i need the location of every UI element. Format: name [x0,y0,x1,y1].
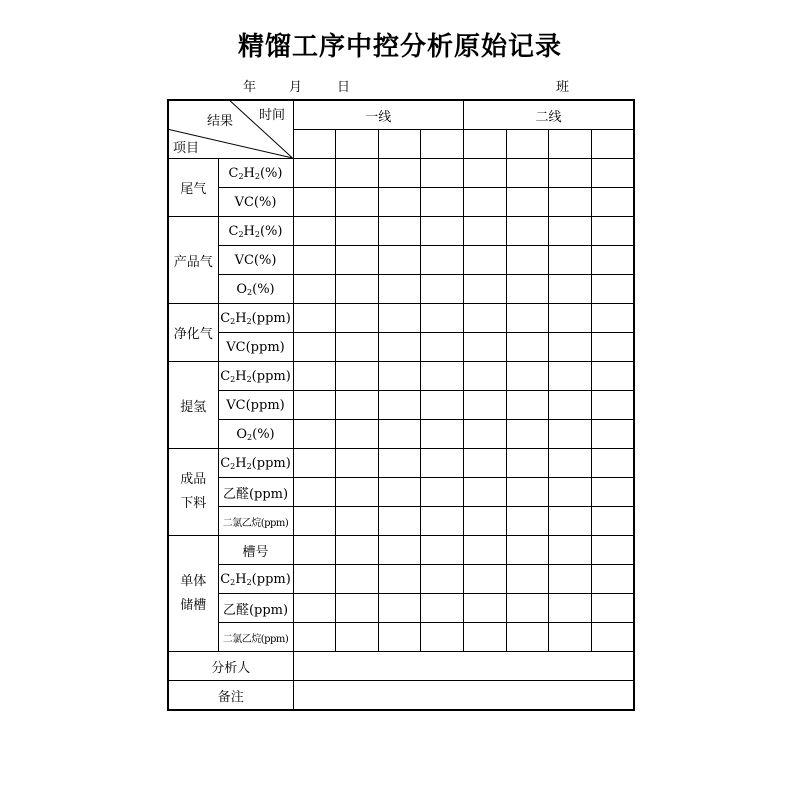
data-cell[interactable] [421,449,464,478]
item-oxygen-pct: $O_2(\%)$ [218,420,293,449]
data-cell[interactable] [464,159,507,188]
data-cell[interactable] [506,188,549,217]
time-slot-cell[interactable] [591,130,634,159]
data-cell[interactable] [336,304,379,333]
data-cell[interactable] [464,449,507,478]
data-cell[interactable] [591,449,634,478]
page-title: 精馏工序中控分析原始记录 [237,32,562,62]
data-cell[interactable] [421,362,464,391]
data-cell[interactable] [591,362,634,391]
data-cell[interactable] [378,159,421,188]
data-cell[interactable] [549,565,592,594]
data-cell[interactable] [336,159,379,188]
item-acetylene-pct: $C_2H_2(\%)$ [218,217,293,246]
data-cell[interactable] [549,217,592,246]
data-cell[interactable] [549,449,592,478]
table-row [168,449,634,478]
data-cell[interactable] [378,594,421,623]
data-cell[interactable] [549,623,592,652]
data-cell[interactable] [293,246,336,275]
diagonal-header-cell [168,100,293,159]
data-cell[interactable] [591,159,634,188]
analyst-input[interactable] [293,652,634,681]
item-tank-number: 槽号 [218,536,293,565]
group-monomer-tank: 单体 储槽 [168,536,218,652]
line1-header: 一线 [293,100,464,130]
data-cell[interactable] [464,246,507,275]
time-slot-cell[interactable] [421,130,464,159]
data-cell[interactable] [378,391,421,420]
data-cell[interactable] [591,391,634,420]
data-cell[interactable] [549,420,592,449]
item-vc-pct: VC(%) [218,188,293,217]
item-oxygen-pct: $O_2(\%)$ [218,275,293,304]
data-cell[interactable] [506,391,549,420]
table-row [168,333,634,362]
group-purified-gas: 净化气 [168,304,218,362]
data-cell[interactable] [336,391,379,420]
data-cell[interactable] [378,565,421,594]
data-cell[interactable] [591,275,634,304]
group-finished-product: 成品 下料 [168,449,218,536]
table-row [168,304,634,333]
time-label: 时间 [259,108,286,123]
data-cell[interactable] [336,449,379,478]
data-cell[interactable] [421,623,464,652]
data-cell[interactable] [336,246,379,275]
data-cell[interactable] [506,507,549,536]
group-product-gas: 产品气 [168,217,218,304]
data-cell[interactable] [591,333,634,362]
data-cell[interactable] [506,594,549,623]
data-cell[interactable] [336,565,379,594]
data-cell[interactable] [293,507,336,536]
line2-header: 二线 [464,100,635,130]
table-row [168,159,634,188]
data-cell[interactable] [336,333,379,362]
item-dichloroethane-ppm: 二氯乙烷(ppm) [218,507,293,536]
table-row [168,536,634,565]
data-cell[interactable] [378,478,421,507]
table-row [168,594,634,623]
table-row [168,478,634,507]
data-cell[interactable] [421,565,464,594]
data-cell[interactable] [506,217,549,246]
data-cell[interactable] [464,623,507,652]
table-row [168,391,634,420]
data-cell[interactable] [591,623,634,652]
table-row [168,362,634,391]
data-cell[interactable] [293,188,336,217]
data-cell[interactable] [549,594,592,623]
data-cell[interactable] [464,478,507,507]
table-row [168,246,634,275]
time-slot-cell[interactable] [464,130,507,159]
data-cell[interactable] [336,594,379,623]
item-vc-pct: VC(%) [218,246,293,275]
data-cell[interactable] [464,594,507,623]
data-cell[interactable] [378,304,421,333]
data-cell[interactable] [464,565,507,594]
data-cell[interactable] [506,333,549,362]
data-cell[interactable] [378,420,421,449]
data-cell[interactable] [549,391,592,420]
data-cell[interactable] [293,275,336,304]
table-row [168,420,634,449]
item-acetylene-ppm: $C_2H_2(ppm)$ [218,362,293,391]
analysis-record-table [167,99,635,711]
data-cell[interactable] [421,275,464,304]
header-row-1 [168,100,634,130]
result-label: 结果 [207,114,234,129]
data-cell[interactable] [421,391,464,420]
data-cell[interactable] [293,391,336,420]
remarks-label: 备注 [168,681,293,711]
data-cell[interactable] [421,304,464,333]
data-cell[interactable] [293,420,336,449]
data-cell[interactable] [591,420,634,449]
data-cell[interactable] [421,217,464,246]
day-label: 日 [337,80,351,95]
month-label: 月 [289,80,303,95]
table-row [168,623,634,652]
data-cell[interactable] [591,478,634,507]
data-cell[interactable] [549,536,592,565]
data-cell[interactable] [378,449,421,478]
data-cell[interactable] [293,333,336,362]
data-cell[interactable] [591,188,634,217]
item-dichloroethane-ppm: 二氯乙烷(ppm) [218,623,293,652]
item-acetylene-ppm: $C_2H_2(ppm)$ [218,449,293,478]
data-cell[interactable] [293,449,336,478]
data-cell[interactable] [549,507,592,536]
data-cell[interactable] [378,275,421,304]
item-vc-ppm: VC(ppm) [218,333,293,362]
item-vc-ppm: VC(ppm) [218,391,293,420]
item-acetylene-ppm: $C_2H_2(ppm)$ [218,304,293,333]
data-cell[interactable] [293,594,336,623]
data-cell[interactable] [293,362,336,391]
data-cell[interactable] [506,449,549,478]
data-cell[interactable] [549,275,592,304]
year-label: 年 [243,80,257,95]
data-cell[interactable] [506,362,549,391]
data-cell[interactable] [378,623,421,652]
data-cell[interactable] [421,246,464,275]
table-row [168,507,634,536]
data-cell[interactable] [464,304,507,333]
time-slot-cell[interactable] [336,130,379,159]
data-cell[interactable] [293,478,336,507]
data-cell[interactable] [336,536,379,565]
data-cell[interactable] [293,565,336,594]
data-cell[interactable] [549,246,592,275]
data-cell[interactable] [293,623,336,652]
data-cell[interactable] [336,420,379,449]
item-acetaldehyde-ppm: 乙醛(ppm) [218,478,293,507]
data-cell[interactable] [336,478,379,507]
data-cell[interactable] [336,362,379,391]
data-cell[interactable] [464,420,507,449]
data-cell[interactable] [336,507,379,536]
data-cell[interactable] [464,217,507,246]
data-cell[interactable] [421,188,464,217]
data-cell[interactable] [421,333,464,362]
data-cell[interactable] [506,246,549,275]
data-cell[interactable] [464,275,507,304]
data-cell[interactable] [464,333,507,362]
time-slot-cell[interactable] [378,130,421,159]
data-cell[interactable] [549,333,592,362]
data-cell[interactable] [378,333,421,362]
time-slot-cell[interactable] [549,130,592,159]
data-cell[interactable] [464,362,507,391]
data-cell[interactable] [336,275,379,304]
data-cell[interactable] [591,565,634,594]
data-cell[interactable] [506,420,549,449]
data-cell[interactable] [421,159,464,188]
data-cell[interactable] [591,246,634,275]
data-cell[interactable] [378,536,421,565]
data-cell[interactable] [464,536,507,565]
data-cell[interactable] [378,217,421,246]
item-acetaldehyde-ppm: 乙醛(ppm) [218,594,293,623]
time-slot-cell[interactable] [506,130,549,159]
data-cell[interactable] [464,507,507,536]
data-cell[interactable] [591,507,634,536]
data-cell[interactable] [421,536,464,565]
table-row [168,217,634,246]
group-hydrogen: 提氢 [168,362,218,449]
data-cell[interactable] [506,275,549,304]
analyst-label: 分析人 [168,652,293,681]
data-cell[interactable] [421,594,464,623]
data-cell[interactable] [549,478,592,507]
data-cell[interactable] [591,536,634,565]
data-cell[interactable] [506,565,549,594]
shift-label: 班 [556,80,570,95]
data-cell[interactable] [506,304,549,333]
data-cell[interactable] [464,188,507,217]
data-cell[interactable] [378,246,421,275]
data-cell[interactable] [421,478,464,507]
data-cell[interactable] [549,188,592,217]
analyst-row [168,652,634,681]
data-cell[interactable] [293,536,336,565]
data-cell[interactable] [293,217,336,246]
remarks-input[interactable] [293,681,634,711]
group-tail-gas: 尾气 [168,159,218,217]
item-label: 项目 [173,141,200,156]
data-cell[interactable] [464,391,507,420]
table-row [168,565,634,594]
data-cell[interactable] [336,623,379,652]
data-cell[interactable] [421,507,464,536]
item-acetylene-ppm: $C_2H_2(ppm)$ [218,565,293,594]
data-cell[interactable] [378,362,421,391]
time-slot-cell[interactable] [293,130,336,159]
data-cell[interactable] [591,304,634,333]
data-cell[interactable] [506,623,549,652]
data-cell[interactable] [591,217,634,246]
data-cell[interactable] [549,362,592,391]
item-acetylene-pct: $C_2H_2(\%)$ [218,159,293,188]
data-cell[interactable] [421,420,464,449]
data-cell[interactable] [549,304,592,333]
table-row [168,275,634,304]
data-cell[interactable] [549,159,592,188]
data-cell[interactable] [378,507,421,536]
data-cell[interactable] [336,217,379,246]
data-cell[interactable] [336,188,379,217]
data-cell[interactable] [506,536,549,565]
data-cell[interactable] [506,159,549,188]
data-cell[interactable] [506,478,549,507]
data-cell[interactable] [293,159,336,188]
data-cell[interactable] [293,304,336,333]
remarks-row [168,681,634,711]
data-cell[interactable] [378,188,421,217]
table-row [168,188,634,217]
data-cell[interactable] [591,594,634,623]
